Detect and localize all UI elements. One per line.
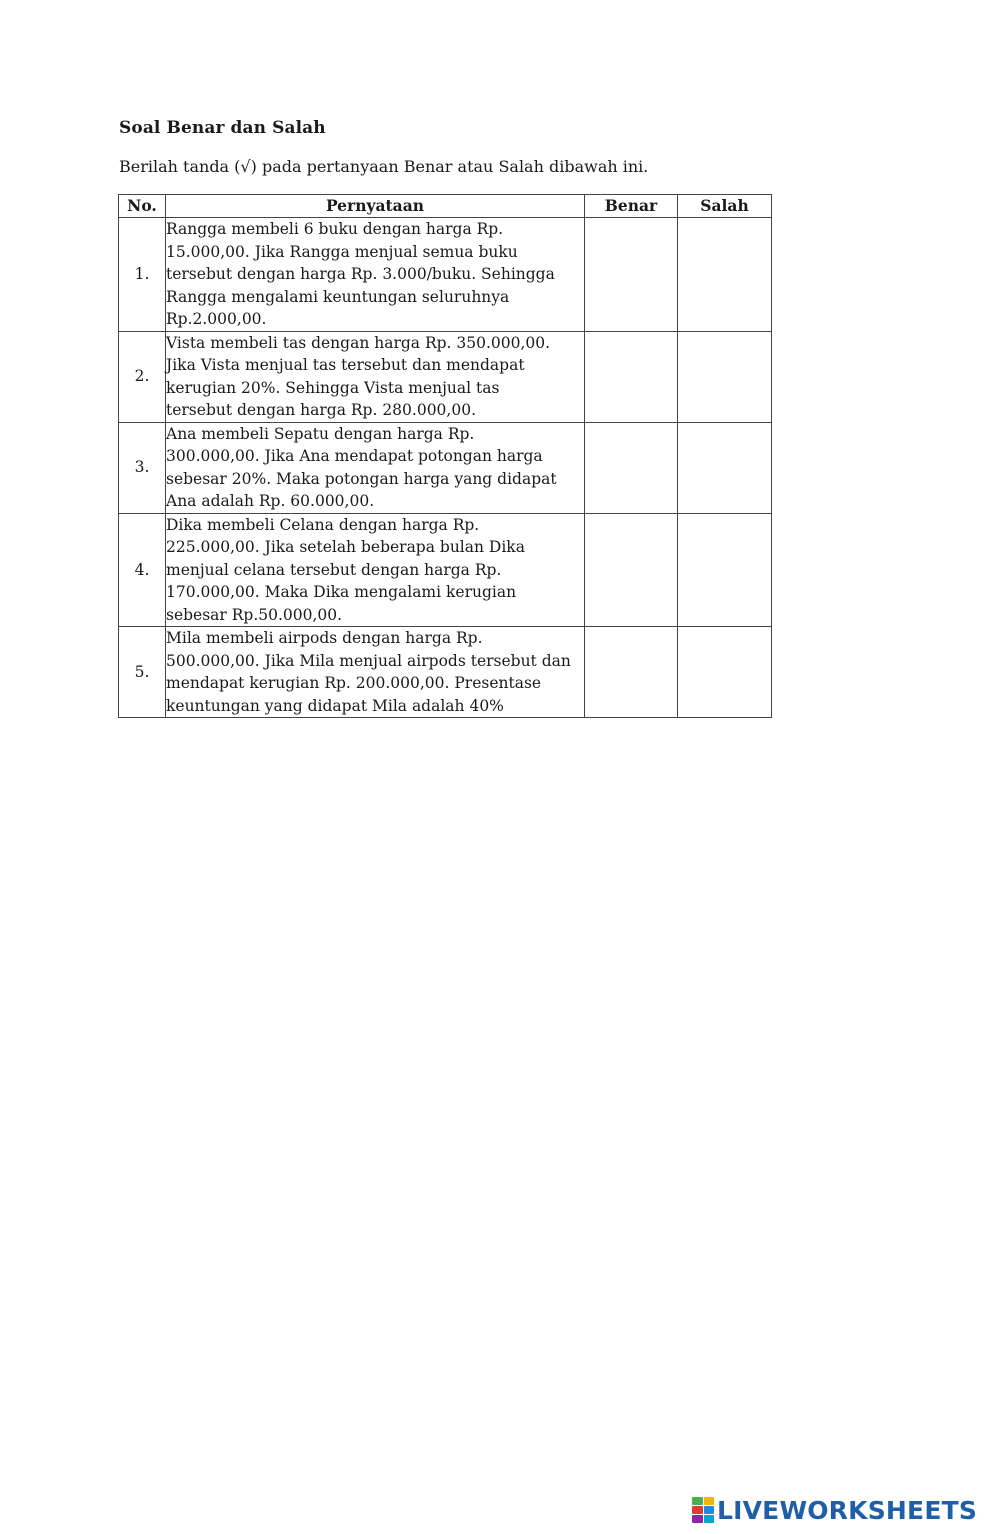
statement-line: menjual celana tersebut dengan harga Rp. bbox=[166, 560, 502, 579]
table-row bbox=[119, 513, 772, 627]
header-benar: Benar bbox=[585, 195, 678, 218]
table-row bbox=[119, 331, 772, 422]
salah-answer-cell[interactable] bbox=[678, 218, 772, 332]
true-false-table bbox=[118, 194, 772, 718]
row-number: 5. bbox=[119, 627, 166, 718]
statement-cell bbox=[166, 331, 585, 422]
logo-block bbox=[704, 1497, 715, 1505]
salah-answer-cell[interactable] bbox=[678, 422, 772, 513]
salah-answer-cell[interactable] bbox=[678, 513, 772, 627]
table-body bbox=[119, 218, 772, 718]
row-number: 4. bbox=[119, 513, 166, 627]
page-title: Soal Benar dan Salah bbox=[119, 118, 326, 138]
benar-answer-cell[interactable] bbox=[585, 627, 678, 718]
salah-answer-cell[interactable] bbox=[678, 331, 772, 422]
statement-line: mendapat kerugian Rp. 200.000,00. Presentase bbox=[166, 674, 542, 692]
statement-line: keuntungan yang didapat Mila adalah 40% bbox=[166, 696, 504, 715]
benar-answer-cell[interactable] bbox=[585, 218, 678, 332]
logo-block bbox=[692, 1515, 703, 1523]
logo-block bbox=[704, 1515, 715, 1523]
statement-line: 170.000,00. Maka Dika mengalami kerugian bbox=[166, 583, 517, 601]
statement-cell bbox=[166, 422, 585, 513]
statement-line: kerugian 20%. Sehingga Vista menjual tas bbox=[166, 378, 500, 397]
statement-line: Rangga membeli 6 buku dengan harga Rp. bbox=[166, 220, 504, 238]
header-salah: Salah bbox=[678, 195, 772, 218]
statement-line: sebesar 20%. Maka potongan harga yang didapat bbox=[166, 469, 557, 488]
statement-line: 500.000,00. Jika Mila menjual airpods tersebut dan bbox=[166, 651, 571, 670]
instruction-text: Berilah tanda (√) pada pertanyaan Benar atau Salah dibawah ini. bbox=[119, 157, 649, 176]
logo-block bbox=[704, 1506, 715, 1514]
statement-line: Dika membeli Celana dengan harga Rp. bbox=[166, 515, 480, 534]
statement-line: Vista membeli tas dengan harga Rp. 350.000,00. bbox=[166, 333, 551, 352]
benar-answer-cell[interactable] bbox=[585, 422, 678, 513]
logo-block bbox=[692, 1506, 703, 1514]
statement-line: Mila membeli airpods dengan harga Rp. bbox=[166, 629, 483, 647]
salah-answer-cell[interactable] bbox=[678, 627, 772, 718]
statement-cell bbox=[166, 627, 585, 718]
liveworksheets-logo bbox=[692, 1494, 977, 1526]
logo-text: LIVEWORKSHEETS bbox=[717, 1495, 978, 1525]
statement-line: Rp.2.000,00. bbox=[166, 310, 267, 328]
header-no: No. bbox=[119, 195, 166, 218]
statement-line: 225.000,00. Jika setelah beberapa bulan Dika bbox=[166, 538, 525, 556]
statement-cell bbox=[166, 218, 585, 332]
statement-line: sebesar Rp.50.000,00. bbox=[166, 605, 343, 624]
statement-line: tersebut dengan harga Rp. 3.000/buku. Sehingga bbox=[166, 265, 555, 283]
benar-answer-cell[interactable] bbox=[585, 331, 678, 422]
statement-line: Ana membeli Sepatu dengan harga Rp. bbox=[166, 424, 475, 443]
statement-cell bbox=[166, 513, 585, 627]
row-number: 3. bbox=[119, 422, 166, 513]
row-number: 2. bbox=[119, 331, 166, 422]
table-row bbox=[119, 218, 772, 332]
table-row bbox=[119, 422, 772, 513]
benar-answer-cell[interactable] bbox=[585, 513, 678, 627]
logo-block bbox=[692, 1497, 703, 1505]
header-pernyataan: Pernyataan bbox=[166, 195, 585, 218]
row-number: 1. bbox=[119, 218, 166, 332]
statement-line: Jika Vista menjual tas tersebut dan mendapat bbox=[166, 356, 525, 374]
liveworksheets-blocks-icon bbox=[692, 1497, 714, 1523]
table-header-row bbox=[119, 195, 772, 218]
table-row bbox=[119, 627, 772, 718]
statement-line: Ana adalah Rp. 60.000,00. bbox=[166, 492, 375, 510]
statement-line: 15.000,00. Jika Rangga menjual semua buku bbox=[166, 242, 518, 261]
statement-line: tersebut dengan harga Rp. 280.000,00. bbox=[166, 401, 476, 419]
statement-line: Rangga mengalami keuntungan seluruhnya bbox=[166, 287, 510, 306]
statement-line: 300.000,00. Jika Ana mendapat potongan harga bbox=[166, 447, 543, 465]
